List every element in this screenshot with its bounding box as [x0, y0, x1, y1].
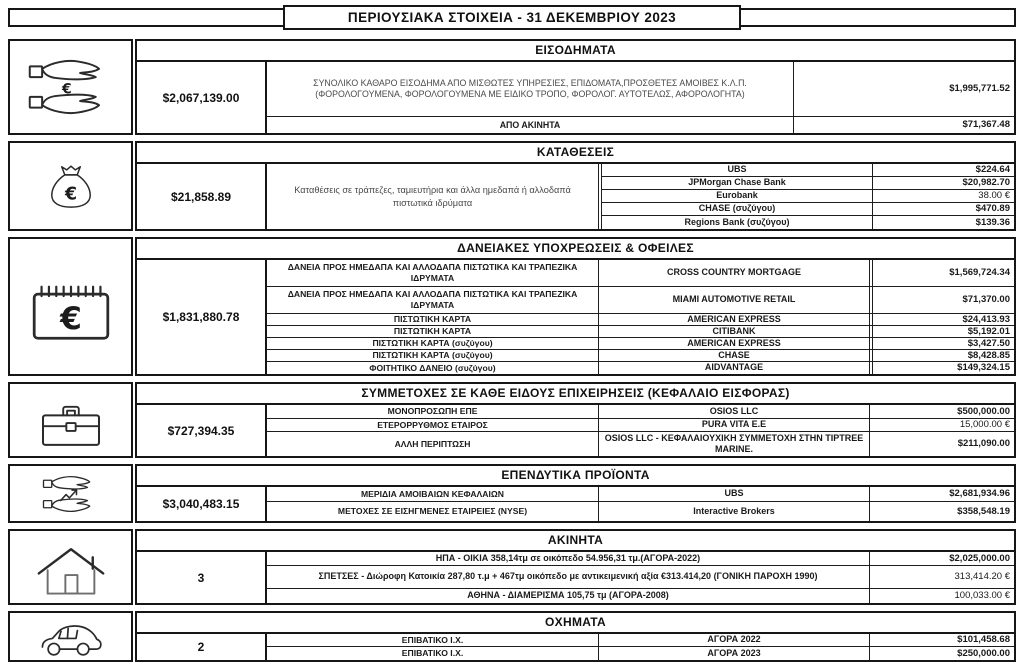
hands-growth-icon — [8, 464, 133, 523]
section-investments — [8, 464, 1016, 523]
section-header: ΚΑΤΑΘΕΣΕΙΣ — [137, 143, 1014, 164]
table-row — [267, 419, 1014, 432]
creditor-name: CHASE — [599, 350, 870, 361]
section-header: ΕΙΣΟΔΗΜΑΤΑ — [137, 41, 1014, 62]
row-value: 100,033.00 € — [954, 590, 1010, 602]
section-deposits — [8, 141, 1016, 231]
section-loans — [8, 237, 1016, 376]
section-header: ΣΥΜΜΕΤΟΧΕΣ ΣΕ ΚΑΘΕ ΕΙΔΟΥΣ ΕΠΙΧΕΙΡΗΣΕΙΣ (ΚΕΦΑΛΑΙΟ ΕΙΣΦΟΡΑΣ) — [137, 384, 1014, 405]
table-row — [267, 405, 1014, 419]
car-icon — [8, 611, 133, 662]
row-value: $101,458.68 — [957, 634, 1010, 646]
loan-type: ΠΙΣΤΩΤΙΚΗ ΚΑΡΤΑ — [267, 314, 599, 325]
row-value: $358,548.19 — [957, 505, 1010, 517]
row-value: $211,090.00 — [957, 438, 1010, 450]
svg-text:€: € — [59, 300, 82, 337]
row-value: $1,995,771.52 — [949, 83, 1010, 95]
row-value: $149,324.15 — [872, 362, 1014, 374]
company-name: OSIOS LLC — [599, 405, 870, 418]
table-row — [267, 647, 1014, 660]
bank-name: JPMorgan Chase Bank — [602, 177, 873, 189]
institution-name: Interactive Brokers — [599, 502, 870, 521]
row-value: $1,569,724.34 — [872, 260, 1014, 286]
hands-euro-icon — [8, 39, 133, 135]
section-real-estate — [8, 529, 1016, 605]
row-value: 15,000.00 € — [959, 419, 1010, 431]
property-description: ΑΘΗΝΑ - ΔΙΑΜΕΡΙΣΜΑ 105,75 τμ (ΑΓΟΡΑ-2008) — [267, 589, 870, 603]
section-total: $21,858.89 — [137, 164, 267, 229]
loan-type: ΠΙΣΤΩΤΙΚΗ ΚΑΡΤΑ (συζύγου) — [267, 338, 599, 349]
briefcase-icon — [8, 382, 133, 458]
table-row — [602, 190, 1014, 203]
row-value: $2,025,000.00 — [949, 552, 1010, 564]
table-row — [267, 634, 1014, 647]
table-row — [267, 287, 1014, 314]
section-total: $2,067,139.00 — [137, 62, 267, 133]
purchase-year: ΑΓΟΡΑ 2023 — [599, 647, 870, 660]
loan-type: ΠΙΣΤΩΤΙΚΗ ΚΑΡΤΑ — [267, 326, 599, 337]
section-header: ΟΧΗΜΑΤΑ — [137, 613, 1014, 634]
section-header: ΔΑΝΕΙΑΚΕΣ ΥΠΟΧΡΕΩΣΕΙΣ & ΟΦΕΙΛΕΣ — [137, 239, 1014, 260]
section-header: ΕΠΕΝΔΥΤΙΚΑ ΠΡΟΪΟΝΤΑ — [137, 466, 1014, 487]
table-row — [267, 338, 1014, 350]
bank-name: Eurobank — [602, 190, 873, 202]
house-icon — [8, 529, 133, 605]
row-value: $3,427.50 — [872, 338, 1014, 349]
table-row — [267, 589, 1014, 603]
table-row — [267, 326, 1014, 338]
row-value: $139.36 — [975, 216, 1010, 228]
calendar-euro-icon — [8, 237, 133, 376]
table-row — [602, 203, 1014, 216]
institution-name: UBS — [599, 487, 870, 501]
row-value: $5,192.01 — [872, 326, 1014, 337]
loan-type: ΔΑΝΕΙΑ ΠΡΟΣ ΗΜΕΔΑΠΑ ΚΑΙ ΑΛΛΟΔΑΠΑ ΠΙΣΤΩΤΙΚΑ ΚΑΙ ΤΡΑΠΕΖΙΚΑ ΙΔΡΥΜΑΤΑ — [267, 260, 599, 286]
row-value: $20,982.70 — [962, 177, 1010, 189]
investment-type: ΜΕΤΟΧΕΣ ΣΕ ΕΙΣΗΓΜΕΝΕΣ ΕΤΑΙΡΕΙΕΣ (NYSE) — [267, 502, 599, 521]
holding-type: ΕΤΕΡΟΡΡΥΘΜΟΣ ΕΤΑΙΡΟΣ — [267, 419, 599, 431]
row-value: $71,370.00 — [872, 287, 1014, 313]
section-count: 2 — [137, 634, 267, 660]
table-row — [267, 62, 1014, 117]
table-row — [602, 177, 1014, 190]
deposits-description: Καταθέσεις σε τράπεζες, ταμιευτήρια και άλλα ημεδαπά ή αλλοδαπά πιστωτικά ιδρύματα — [267, 164, 599, 229]
purchase-year: ΑΓΟΡΑ 2022 — [599, 634, 870, 646]
table-row — [267, 260, 1014, 287]
holding-type: ΑΛΛΗ ΠΕΡΙΠΤΩΣΗ — [267, 432, 599, 456]
investment-type: ΜΕΡΙΔΙΑ ΑΜΟΙΒΑΙΩΝ ΚΕΦΑΛΑΙΩΝ — [267, 487, 599, 501]
section-total: $1,831,880.78 — [137, 260, 267, 374]
loan-type: ΦΟΙΤΗΤΙΚΟ ΔΑΝΕΙΟ (συζύγου) — [267, 362, 599, 374]
table-row — [602, 164, 1014, 177]
row-value: 313,414.20 € — [954, 571, 1010, 583]
creditor-name: MIAMI AUTOMOTIVE RETAIL — [599, 287, 870, 313]
row-value: $250,000.00 — [957, 647, 1010, 659]
property-description: ΣΠΕΤΣΕΣ - Διώροφη Κατοικία 287,80 τ.μ + 467τμ οικόπεδο με αντικειμενική αξία €313.414,20 (ΓΟΝΙΚΗ ΠΑΡΟΧΗ 1990) — [267, 566, 870, 588]
section-total: $3,040,483.15 — [137, 487, 267, 521]
creditor-name: AMERICAN EXPRESS — [599, 338, 870, 349]
section-business-holdings — [8, 382, 1016, 458]
row-value: $224.64 — [975, 164, 1010, 176]
company-name: OSIOS LLC - ΚΕΦΑΛΑΙΟΥΧΙΚΗ ΣΥΜΜΕΤΟΧΗ ΣΤΗΝ TIPTREE MARINE. — [599, 432, 870, 456]
loan-type: ΠΙΣΤΩΤΙΚΗ ΚΑΡΤΑ (συζύγου) — [267, 350, 599, 361]
bank-name: Regions Bank (συζύγου) — [602, 216, 873, 229]
table-row — [602, 216, 1014, 229]
creditor-name: AMERICAN EXPRESS — [599, 314, 870, 325]
row-value: $500,000.00 — [957, 405, 1010, 417]
money-bag-euro-icon — [8, 141, 133, 231]
svg-text:€: € — [64, 184, 77, 205]
table-row — [267, 566, 1014, 589]
row-value: $71,367.48 — [962, 119, 1010, 131]
table-row — [267, 314, 1014, 326]
table-row — [267, 350, 1014, 362]
table-row — [267, 117, 1014, 133]
row-label: ΑΠΟ ΑΚΙΝΗΤΑ — [267, 117, 794, 133]
row-value: $8,428.85 — [872, 350, 1014, 361]
row-value: $2,681,934.96 — [949, 488, 1010, 500]
row-label: ΣΥΝΟΛΙΚΟ ΚΑΘΑΡΟ ΕΙΣΟΔΗΜΑ ΑΠΟ ΜΙΣΘΩΤΕΣ ΥΠΗΡΕΣΙΕΣ, ΕΠΙΔΟΜΑΤΑ,ΠΡΟΣΘΕΤΕΣ ΑΜΟΙΒΕΣ Κ.Λ.Π.(ΦΟΡΟΛΟΓΟΥΜΕΝΑ, ΦΟΡΟΛΟΓΟΥΜΕΝΑ ΜΕ ΕΙΔΙΚΟ ΤΡΟΠΟ, ΦΟΡΟΛΟΓ. ΑΥΤΟΤΕΛΩΣ, ΑΦΟΡΟΛΟΓΗΤΑ) — [267, 62, 794, 116]
holding-type: ΜΟΝΟΠΡΟΣΩΠΗ ΕΠΕ — [267, 405, 599, 418]
row-value: $470.89 — [975, 203, 1010, 215]
table-row — [267, 502, 1014, 521]
table-row — [267, 487, 1014, 502]
table-row — [267, 552, 1014, 566]
page-title: ΠΕΡΙΟΥΣΙΑΚΑ ΣΤΟΙΧΕΙΑ - 31 ΔΕΚΕΜΒΡΙΟΥ 2023 — [283, 5, 741, 30]
vehicle-type: ΕΠΙΒΑΤΙΚΟ Ι.Χ. — [267, 634, 599, 646]
vehicle-type: ΕΠΙΒΑΤΙΚΟ Ι.Χ. — [267, 647, 599, 660]
company-name: PURA VITA E.E — [599, 419, 870, 431]
section-header: ΑΚΙΝΗΤΑ — [137, 531, 1014, 552]
section-count: 3 — [137, 552, 267, 603]
table-row — [267, 432, 1014, 456]
section-income — [8, 39, 1016, 135]
row-value: 38.00 € — [978, 190, 1010, 202]
creditor-name: AIDVANTAGE — [599, 362, 870, 374]
creditor-name: CITIBANK — [599, 326, 870, 337]
property-description: ΗΠΑ - ΟΙΚΙΑ 358,14τμ σε οικόπεδο 54.956,31 τμ.(ΑΓΟΡΑ-2022) — [267, 552, 870, 565]
table-row — [267, 362, 1014, 374]
bank-name: CHASE (συζύγου) — [602, 203, 873, 215]
bank-name: UBS — [602, 164, 873, 176]
loan-type: ΔΑΝΕΙΑ ΠΡΟΣ ΗΜΕΔΑΠΑ ΚΑΙ ΑΛΛΟΔΑΠΑ ΠΙΣΤΩΤΙΚΑ ΚΑΙ ΤΡΑΠΕΖΙΚΑ ΙΔΡΥΜΑΤΑ — [267, 287, 599, 313]
title-band — [8, 8, 1016, 27]
row-value: $24,413.93 — [872, 314, 1014, 325]
creditor-name: CROSS COUNTRY MORTGAGE — [599, 260, 870, 286]
section-total: $727,394.35 — [137, 405, 267, 456]
section-vehicles — [8, 611, 1016, 662]
svg-text:€: € — [61, 81, 72, 98]
